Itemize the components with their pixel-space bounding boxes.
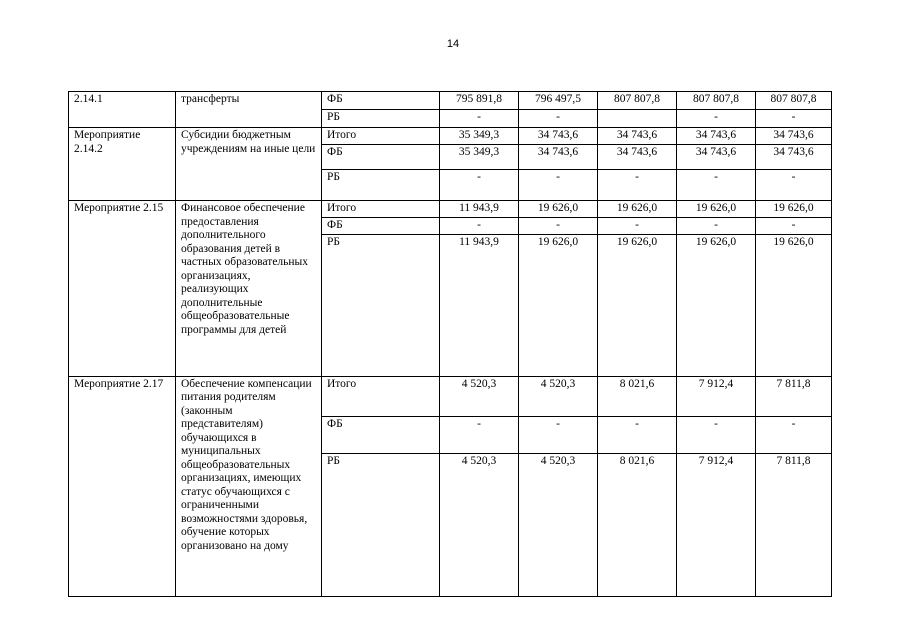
measure-name: Обеспечение компенсации питания родителям (законным представителям) обучающихся в муниципальных общеобразовательных организациях, имеющих статус обучающихся с ограниченными возможностями здоровья, обучение которых организовано на дому <box>176 376 322 596</box>
amount-cell: 19 626,0 <box>598 201 677 218</box>
funding-source: РБ <box>322 453 440 596</box>
measure-name: трансферты <box>176 92 322 128</box>
table-row <box>69 376 832 416</box>
amount-cell: 4 520,3 <box>440 453 519 596</box>
amount-cell: 34 743,6 <box>519 128 598 145</box>
amount-cell: - <box>677 110 756 128</box>
amount-cell: - <box>598 218 677 235</box>
amount-cell: 34 743,6 <box>519 145 598 170</box>
measure-name: Финансовое обеспечение предоставления дополнительного образования детей в частных образовательных организациях, реализующих дополнительные общеобразовательные программы для детей <box>176 201 322 377</box>
amount-cell: 7 811,8 <box>756 453 832 596</box>
page-number: 14 <box>446 38 460 50</box>
amount-cell: - <box>440 110 519 128</box>
amount-cell: - <box>440 416 519 453</box>
budget-table-body <box>69 92 832 597</box>
amount-cell: 11 943,9 <box>440 234 519 376</box>
funding-source: ФБ <box>322 218 440 235</box>
amount-cell: - <box>440 218 519 235</box>
amount-cell: 35 349,3 <box>440 145 519 170</box>
amount-cell: 795 891,8 <box>440 92 519 110</box>
funding-source: ФБ <box>322 416 440 453</box>
amount-cell: - <box>598 416 677 453</box>
amount-cell: 807 807,8 <box>598 92 677 110</box>
amount-cell: - <box>677 218 756 235</box>
measure-code: 2.14.1 <box>69 92 176 128</box>
amount-cell: 807 807,8 <box>756 92 832 110</box>
measure-code: Мероприятие 2.15 <box>69 201 176 377</box>
table-row <box>69 201 832 218</box>
funding-source: Итого <box>322 128 440 145</box>
amount-cell: 34 743,6 <box>677 145 756 170</box>
amount-cell: 34 743,6 <box>677 128 756 145</box>
amount-cell: - <box>519 110 598 128</box>
amount-cell: 8 021,6 <box>598 376 677 416</box>
funding-source: ФБ <box>322 92 440 110</box>
amount-cell: 7 811,8 <box>756 376 832 416</box>
amount-cell: - <box>519 218 598 235</box>
amount-cell: 11 943,9 <box>440 201 519 218</box>
funding-source: ФБ <box>322 145 440 170</box>
funding-source: РБ <box>322 234 440 376</box>
amount-cell: 34 743,6 <box>756 145 832 170</box>
measure-code: Мероприятие 2.17 <box>69 376 176 596</box>
funding-source: РБ <box>322 110 440 128</box>
amount-cell: - <box>756 110 832 128</box>
amount-cell: - <box>519 416 598 453</box>
amount-cell: - <box>440 170 519 201</box>
amount-cell: 34 743,6 <box>598 128 677 145</box>
amount-cell: 796 497,5 <box>519 92 598 110</box>
amount-cell: - <box>677 170 756 201</box>
measure-name: Субсидии бюджетным учреждениям на иные цели <box>176 128 322 201</box>
amount-cell: 807 807,8 <box>677 92 756 110</box>
amount-cell: 7 912,4 <box>677 453 756 596</box>
amount-cell: 19 626,0 <box>598 234 677 376</box>
funding-source: Итого <box>322 376 440 416</box>
amount-cell <box>598 110 677 128</box>
table-row <box>69 92 832 110</box>
funding-source: РБ <box>322 170 440 201</box>
amount-cell: 34 743,6 <box>756 128 832 145</box>
amount-cell: - <box>756 416 832 453</box>
measure-code: Мероприятие 2.14.2 <box>69 128 176 201</box>
funding-source: Итого <box>322 201 440 218</box>
amount-cell: 34 743,6 <box>598 145 677 170</box>
amount-cell: 19 626,0 <box>756 234 832 376</box>
amount-cell: 19 626,0 <box>519 201 598 218</box>
amount-cell: 4 520,3 <box>519 376 598 416</box>
amount-cell: 19 626,0 <box>519 234 598 376</box>
amount-cell: - <box>677 416 756 453</box>
amount-cell: 19 626,0 <box>677 234 756 376</box>
amount-cell: - <box>598 170 677 201</box>
budget-table <box>68 91 832 597</box>
amount-cell: 19 626,0 <box>756 201 832 218</box>
amount-cell: 35 349,3 <box>440 128 519 145</box>
amount-cell: - <box>519 170 598 201</box>
table-row <box>69 128 832 145</box>
amount-cell: 4 520,3 <box>440 376 519 416</box>
amount-cell: - <box>756 218 832 235</box>
amount-cell: 7 912,4 <box>677 376 756 416</box>
amount-cell: - <box>756 170 832 201</box>
amount-cell: 19 626,0 <box>677 201 756 218</box>
amount-cell: 8 021,6 <box>598 453 677 596</box>
amount-cell: 4 520,3 <box>519 453 598 596</box>
